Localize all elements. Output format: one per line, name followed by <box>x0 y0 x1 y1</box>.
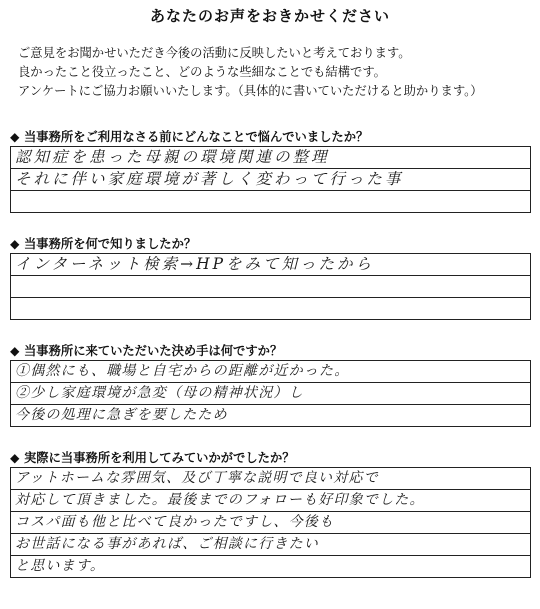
question-section-3 <box>10 343 531 427</box>
answer-line <box>11 361 530 383</box>
question-heading <box>10 343 531 359</box>
answer-line <box>11 405 530 427</box>
answer-line <box>11 276 530 298</box>
diamond-icon: ◆ <box>10 237 20 251</box>
intro-text <box>18 44 528 101</box>
diamond-icon: ◆ <box>10 344 20 358</box>
handwritten-answer: ②少し家庭環境が急変（母の精神状況）し <box>15 385 304 401</box>
handwritten-answer: アットホームな雰囲気、及び丁寧な説明で良い対応で <box>15 470 379 486</box>
answer-line <box>11 191 530 213</box>
intro-line: ご意見をお聞かせいただき今後の活動に反映したいと考えております。 <box>18 46 411 60</box>
answer-line <box>11 254 530 276</box>
handwritten-answer: 認知症を患った母親の環境関連の整理 <box>15 148 330 166</box>
page-title: あなたのお声をおきかせください <box>149 7 390 25</box>
question-section-2 <box>10 236 531 320</box>
answer-box <box>10 360 531 427</box>
intro-line: 良かったこと役立ったこと、どのような些細なことでも結構です。 <box>18 65 386 79</box>
answer-line <box>11 468 530 490</box>
question-text: 当事務所を何で知りましたか？ <box>24 237 197 251</box>
answer-line <box>11 534 530 556</box>
question-heading <box>10 450 531 466</box>
answer-line <box>11 298 530 320</box>
question-heading <box>10 129 531 145</box>
answer-line <box>11 383 530 405</box>
handwritten-answer: インターネット検索→HPをみて知ったから <box>15 255 375 273</box>
handwritten-answer: と思います。 <box>15 558 106 574</box>
handwritten-answer: それに伴い家庭環境が著しく変わって行った事 <box>15 170 404 188</box>
answer-line <box>11 147 530 169</box>
answer-box <box>10 253 531 320</box>
diamond-icon: ◆ <box>10 451 20 465</box>
handwritten-answer: コスパ面も他と比べて良かったですし、今後も <box>15 514 335 530</box>
question-heading <box>10 236 531 252</box>
question-text: 実際に当事務所を利用してみていかがでしたか？ <box>24 451 295 465</box>
intro-line: アンケートにご協力お願いいたします。（具体的に書いていただけると助かります。） <box>18 84 483 98</box>
answer-line <box>11 490 530 512</box>
diamond-icon: ◆ <box>10 130 20 144</box>
answer-line <box>11 556 530 578</box>
answer-line <box>11 169 530 191</box>
answer-box <box>10 467 531 578</box>
handwritten-answer: 対応して頂きました。最後までのフォローも好印象でした。 <box>15 492 425 508</box>
question-text: 当事務所に来ていただいた決め手は何ですか？ <box>24 344 283 358</box>
question-section-1 <box>10 129 531 213</box>
question-section-4 <box>10 450 531 578</box>
question-text: 当事務所をご利用なさる前にどんなことで悩んでいましたか？ <box>24 130 369 144</box>
handwritten-answer: ①偶然にも、職場と自宅からの距離が近かった。 <box>15 363 350 379</box>
answer-box <box>10 146 531 213</box>
handwritten-answer: 今後の処理に急ぎを要したため <box>15 407 228 423</box>
handwritten-answer: お世話になる事があれば、ご相談に行きたい <box>15 536 319 552</box>
answer-line <box>11 512 530 534</box>
